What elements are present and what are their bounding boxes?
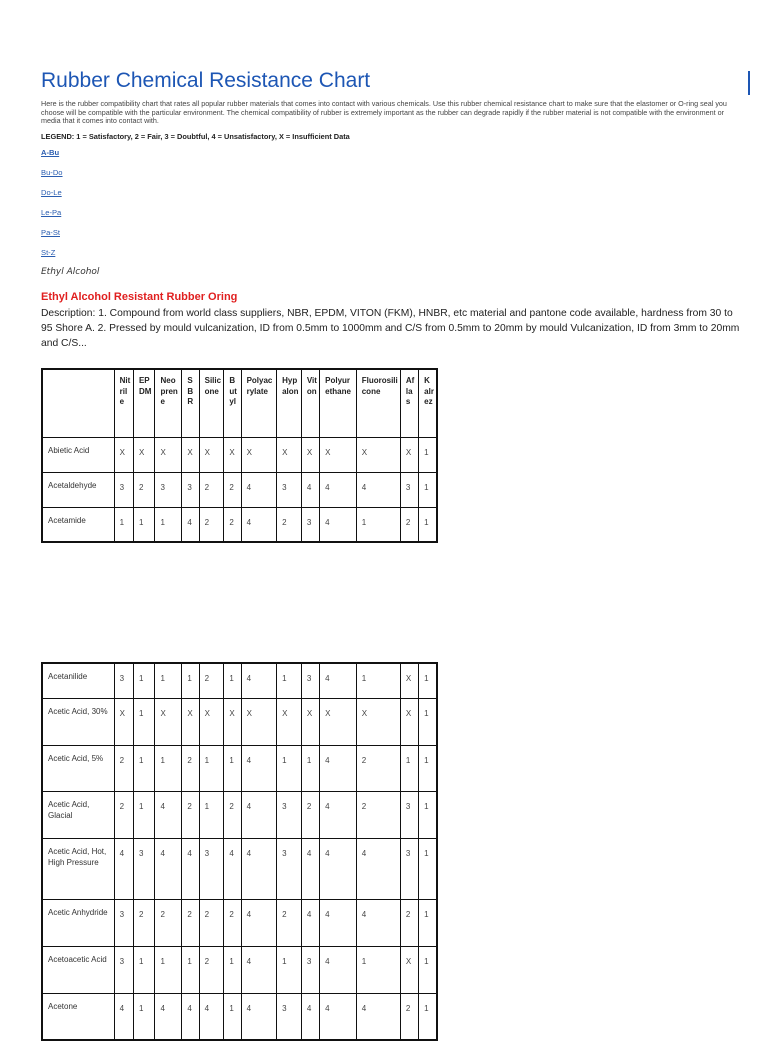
rating-cell: 1 [419, 437, 437, 472]
table-row [42, 946, 437, 993]
rating-cell: 1 [182, 663, 199, 698]
rating-cell: 4 [320, 663, 357, 698]
product-title-link[interactable]: Ethyl Alcohol Resistant Rubber Oring [41, 291, 238, 303]
rating-cell: 2 [133, 899, 155, 946]
column-header: Neoprene [155, 369, 182, 437]
chemical-name-cell: Acetic Anhydride [42, 899, 114, 946]
header-corner-cell [42, 369, 114, 437]
rating-cell: X [133, 437, 155, 472]
rating-cell: 4 [114, 993, 133, 1040]
rating-cell: 2 [224, 507, 241, 542]
rating-cell: X [356, 437, 400, 472]
rating-cell: 1 [356, 507, 400, 542]
rating-cell: 2 [114, 745, 133, 791]
rating-cell: 1 [224, 663, 241, 698]
rating-cell: 1 [301, 745, 319, 791]
rating-cell: 1 [356, 663, 400, 698]
rating-cell: X [400, 698, 418, 745]
rating-cell: 1 [133, 791, 155, 838]
rating-cell: 1 [419, 745, 437, 791]
rating-cell: 1 [133, 663, 155, 698]
rating-cell: 4 [320, 838, 357, 899]
rating-cell: 3 [400, 791, 418, 838]
rating-cell: X [114, 437, 133, 472]
rating-cell: X [301, 437, 319, 472]
rating-cell: 4 [182, 507, 199, 542]
rating-cell: 4 [301, 838, 319, 899]
rating-cell: 4 [301, 472, 319, 507]
rating-cell: 2 [155, 899, 182, 946]
rating-cell: 3 [277, 838, 302, 899]
rating-cell: 1 [419, 899, 437, 946]
rating-cell: X [400, 437, 418, 472]
resistance-table-2 [41, 662, 438, 1041]
rating-cell: X [277, 698, 302, 745]
rating-cell: X [224, 437, 241, 472]
rating-cell: 2 [182, 899, 199, 946]
table-header-row [42, 369, 437, 437]
rating-cell: 1 [155, 946, 182, 993]
rating-cell: 4 [320, 899, 357, 946]
rating-cell: 1 [133, 745, 155, 791]
rating-cell: 2 [400, 993, 418, 1040]
rating-cell: 1 [419, 472, 437, 507]
rating-cell: 1 [419, 993, 437, 1040]
rating-cell: 1 [400, 745, 418, 791]
column-header: Aflas [400, 369, 418, 437]
rating-cell: 3 [133, 838, 155, 899]
rating-cell: X [199, 437, 224, 472]
chemical-name-cell: Acetic Acid, Glacial [42, 791, 114, 838]
link-do-le[interactable]: Do-Le [41, 188, 62, 197]
rating-cell: 3 [301, 663, 319, 698]
rating-cell: 2 [277, 899, 302, 946]
rating-cell: 3 [114, 663, 133, 698]
rating-cell: 2 [224, 472, 241, 507]
rating-cell: 2 [301, 791, 319, 838]
column-header: Polyurethane [320, 369, 357, 437]
rating-cell: 4 [320, 472, 357, 507]
rating-cell: 1 [356, 946, 400, 993]
rating-cell: 1 [182, 946, 199, 993]
rating-cell: 4 [320, 507, 357, 542]
rating-cell: 2 [277, 507, 302, 542]
rating-cell: 4 [356, 899, 400, 946]
rating-cell: X [277, 437, 302, 472]
rating-cell: 1 [133, 698, 155, 745]
table-row [42, 745, 437, 791]
rating-cell: 1 [419, 507, 437, 542]
column-header: Fluorosilicone [356, 369, 400, 437]
rating-cell: 2 [400, 899, 418, 946]
rating-cell: 4 [320, 745, 357, 791]
rating-cell: 4 [241, 472, 277, 507]
rating-cell: 1 [419, 698, 437, 745]
rating-cell: X [114, 698, 133, 745]
rating-cell: 1 [114, 507, 133, 542]
rating-cell: 4 [182, 993, 199, 1040]
column-header: SBR [182, 369, 199, 437]
chemical-name-cell: Acetic Acid, Hot, High Pressure [42, 838, 114, 899]
rating-cell: 1 [419, 791, 437, 838]
rating-cell: X [356, 698, 400, 745]
rating-cell: 1 [133, 993, 155, 1040]
rating-cell: 1 [133, 507, 155, 542]
rating-cell: 1 [224, 745, 241, 791]
link-le-pa[interactable]: Le-Pa [41, 208, 62, 217]
table-row [42, 472, 437, 507]
table-row [42, 899, 437, 946]
rating-cell: 1 [155, 745, 182, 791]
rating-cell: 3 [114, 946, 133, 993]
rating-cell: 4 [320, 993, 357, 1040]
rating-cell: 1 [224, 946, 241, 993]
rating-cell: 3 [277, 472, 302, 507]
intro-paragraph: Here is the rubber compatibility chart that rates all popular rubber materials that comes into contact with various chemicals. Use this rubber chemical resistance chart to make sure that the elastomer or O-ring seal you choose will be compatible with the particular environment. The chemical compatibility of rubber is extremely important as the rubber can degrade rapidly if the rubber material is not compatible with the environment or media that it comes into contact with. [41, 99, 727, 126]
rating-cell: 1 [155, 507, 182, 542]
column-header: Polyacrylate [241, 369, 277, 437]
column-header: EPDM [133, 369, 155, 437]
rating-cell: X [400, 663, 418, 698]
rating-cell: 2 [356, 791, 400, 838]
rating-cell: 4 [182, 838, 199, 899]
rating-cell: 1 [419, 838, 437, 899]
table-row [42, 698, 437, 745]
rating-cell: 4 [241, 791, 277, 838]
rating-cell: 3 [400, 472, 418, 507]
table-row [42, 791, 437, 838]
rating-cell: 2 [224, 791, 241, 838]
rating-cell: X [155, 698, 182, 745]
rating-cell: 2 [199, 507, 224, 542]
rating-cell: 3 [301, 946, 319, 993]
rating-cell: 2 [224, 899, 241, 946]
rating-cell: X [241, 698, 277, 745]
link-st-z[interactable]: St-Z [41, 248, 56, 257]
rating-cell: 4 [241, 899, 277, 946]
rating-cell: 1 [224, 993, 241, 1040]
rating-cell: 2 [182, 745, 199, 791]
rating-cell: 4 [320, 791, 357, 838]
chemical-name-cell: Acetamide [42, 507, 114, 542]
chemical-name-cell: Acetanilide [42, 663, 114, 698]
rating-cell: 4 [320, 946, 357, 993]
rating-cell: 3 [182, 472, 199, 507]
rating-cell: 3 [277, 791, 302, 838]
legend-text: LEGEND: 1 = Satisfactory, 2 = Fair, 3 = Doubtful, 4 = Unsatisfactory, X = Insufficient Data [41, 132, 350, 141]
rating-cell: 1 [277, 663, 302, 698]
rating-cell: 4 [155, 838, 182, 899]
rating-cell: 4 [241, 993, 277, 1040]
link-a-bu[interactable]: A-Bu [41, 148, 60, 157]
chemical-name-cell: Acetic Acid, 5% [42, 745, 114, 791]
table-row [42, 663, 437, 698]
rating-cell: 2 [114, 791, 133, 838]
rating-cell: 3 [114, 899, 133, 946]
rating-cell: 4 [241, 663, 277, 698]
page-title: Rubber Chemical Resistance Chart [41, 69, 371, 92]
rating-cell: X [320, 698, 357, 745]
resistance-table-1 [41, 368, 438, 543]
column-header: Silicone [199, 369, 224, 437]
chemical-name-cell: Acetone [42, 993, 114, 1040]
rating-cell: 3 [400, 838, 418, 899]
rating-cell: 4 [241, 838, 277, 899]
table-row [42, 437, 437, 472]
rating-cell: 1 [199, 791, 224, 838]
rating-cell: 2 [400, 507, 418, 542]
rating-cell: 4 [301, 993, 319, 1040]
rating-cell: 2 [199, 663, 224, 698]
rating-cell: 4 [356, 838, 400, 899]
text-cursor [748, 71, 750, 95]
rating-cell: 4 [224, 838, 241, 899]
rating-cell: 2 [133, 472, 155, 507]
rating-cell: 3 [114, 472, 133, 507]
rating-cell: 4 [114, 838, 133, 899]
table-row [42, 993, 437, 1040]
column-header: Nitrile [114, 369, 133, 437]
rating-cell: 1 [419, 663, 437, 698]
rating-cell: 2 [356, 745, 400, 791]
subject-heading: Ethyl Alcohol [41, 267, 100, 277]
column-header: Viton [301, 369, 319, 437]
chemical-name-cell: Abietic Acid [42, 437, 114, 472]
chemical-name-cell: Acetaldehyde [42, 472, 114, 507]
product-description: Description: 1. Compound from world class suppliers, NBR, EPDM, VITON (FKM), HNBR, etc material and pantone code available, hardness from 30 to 95 Shore A. 2. Pressed by mould vulcanization, ID from 0.5mm to 1000mm and C/S from 0.5mm to 20mm by mould Vulcanization, ID from 3mm to 20mm and C/S... [41, 308, 740, 349]
rating-cell: X [182, 437, 199, 472]
column-header: Butyl [224, 369, 241, 437]
rating-cell: X [199, 698, 224, 745]
rating-cell: 1 [133, 946, 155, 993]
rating-cell: X [241, 437, 277, 472]
rating-cell: 2 [199, 899, 224, 946]
column-header: Hypalon [277, 369, 302, 437]
column-header: Kalrez [419, 369, 437, 437]
link-bu-do[interactable]: Bu-Do [41, 168, 63, 177]
rating-cell: 4 [241, 946, 277, 993]
rating-cell: 4 [155, 791, 182, 838]
rating-cell: 4 [241, 745, 277, 791]
rating-cell: X [224, 698, 241, 745]
rating-cell: 2 [182, 791, 199, 838]
rating-cell: X [320, 437, 357, 472]
rating-cell: X [301, 698, 319, 745]
rating-cell: 3 [301, 507, 319, 542]
link-pa-st[interactable]: Pa-St [41, 228, 60, 237]
rating-cell: 4 [155, 993, 182, 1040]
rating-cell: 4 [356, 472, 400, 507]
chemical-name-cell: Acetic Acid, 30% [42, 698, 114, 745]
rating-cell: 1 [277, 745, 302, 791]
table-row [42, 838, 437, 899]
table-row [42, 507, 437, 542]
rating-cell: X [182, 698, 199, 745]
rating-cell: 3 [199, 838, 224, 899]
rating-cell: 4 [199, 993, 224, 1040]
rating-cell: 2 [199, 946, 224, 993]
rating-cell: X [155, 437, 182, 472]
rating-cell: 3 [277, 993, 302, 1040]
chemical-name-cell: Acetoacetic Acid [42, 946, 114, 993]
rating-cell: 4 [356, 993, 400, 1040]
rating-cell: 3 [155, 472, 182, 507]
rating-cell: 1 [155, 663, 182, 698]
rating-cell: X [400, 946, 418, 993]
rating-cell: 1 [419, 946, 437, 993]
rating-cell: 2 [199, 472, 224, 507]
rating-cell: 4 [301, 899, 319, 946]
rating-cell: 1 [277, 946, 302, 993]
rating-cell: 4 [241, 507, 277, 542]
rating-cell: 1 [199, 745, 224, 791]
